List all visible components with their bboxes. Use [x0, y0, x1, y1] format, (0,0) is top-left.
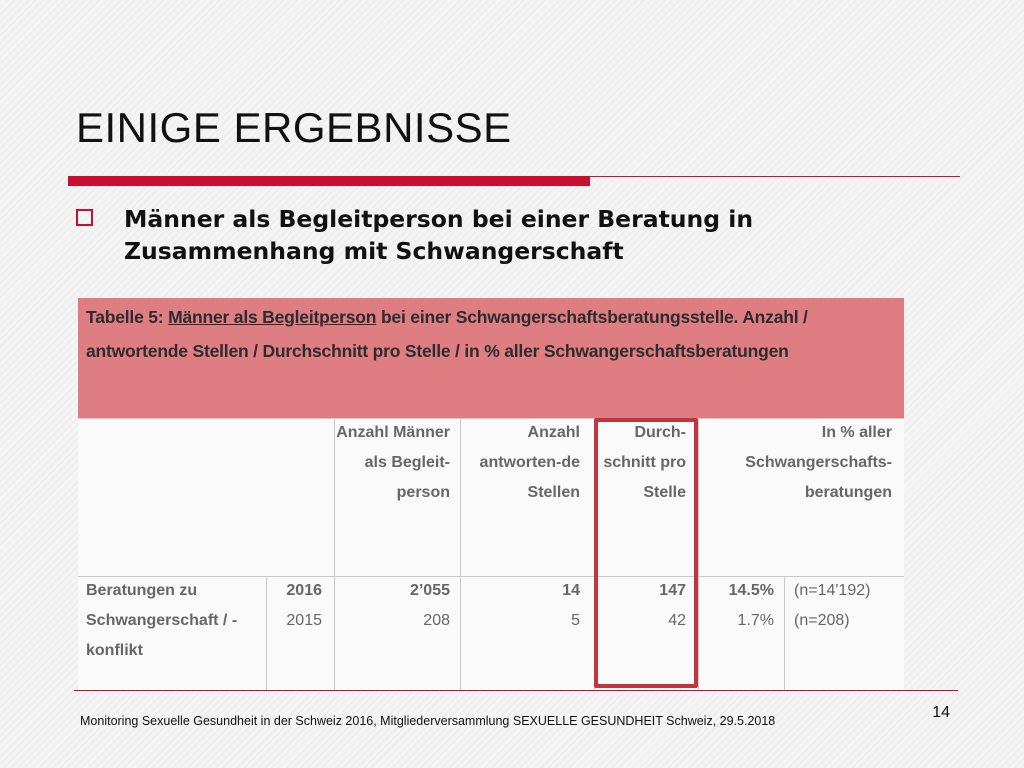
table-caption — [86, 300, 896, 368]
cell-durchschnitt: 42 — [668, 612, 686, 629]
col-header-anzahl: Anzahl Männer als Begleit-person — [336, 424, 450, 501]
square-bullet-icon — [76, 209, 93, 226]
cell-stellen: 14 — [562, 582, 580, 599]
cell-n: (n=208) — [794, 612, 850, 629]
results-table — [78, 298, 904, 690]
page-number: 14 — [932, 704, 950, 721]
cell-year: 2015 — [286, 612, 322, 629]
footer-text: Monitoring Sexuelle Gesundheit in der Schweiz 2016, Mitgliederversammlung SEXUELLE GESUNDHEIT Schweiz, 29.5.2018 — [80, 714, 776, 728]
col-header-durchschnitt: Durch-schnitt pro Stelle — [603, 424, 686, 501]
bullet-text: Männer als Begleitperson bei einer Beratung in Zusammenhang mit Schwangerschaft — [124, 205, 754, 265]
grid-line — [266, 576, 267, 690]
cell-anzahl: 208 — [423, 612, 450, 629]
grid-line — [460, 418, 461, 690]
title-underline-thick — [68, 176, 590, 186]
cell-durchschnitt: 147 — [659, 582, 686, 599]
cell-n: (n=14'192) — [794, 582, 871, 599]
caption-prefix: Tabelle 5: — [86, 307, 169, 327]
cell-prozent: 1.7% — [737, 612, 774, 629]
grid-line — [784, 576, 785, 690]
cell-stellen: 5 — [571, 612, 580, 629]
grid-line — [334, 418, 335, 690]
row-label: Beratungen zu Schwangerschaft / -konflikt — [86, 582, 238, 659]
col-header-stellen: Anzahl antworten-de Stellen — [479, 424, 580, 501]
table-caption-band — [78, 298, 904, 418]
title-underline-thin — [590, 176, 960, 177]
cell-year: 2016 — [286, 582, 322, 599]
col-header-prozent: In % aller Schwangerschafts-beratungen — [745, 424, 892, 501]
durchschnitt-highlight-frame — [594, 418, 698, 688]
cell-anzahl: 2’055 — [409, 582, 450, 599]
slide-title: EINIGE ERGEBNISSE — [76, 104, 512, 151]
cell-prozent: 14.5% — [728, 582, 774, 599]
grid-line — [698, 418, 699, 690]
footer-rule — [74, 690, 958, 691]
caption-underlined: Männer als Begleitperson — [168, 307, 377, 327]
caption-rest: bei einer Schwangerschaftsberatungsstelle. Anzahl / antwortende Stellen / Durchschnitt pro Stelle / in % aller Schwangerschaftsberatungen — [86, 307, 808, 361]
